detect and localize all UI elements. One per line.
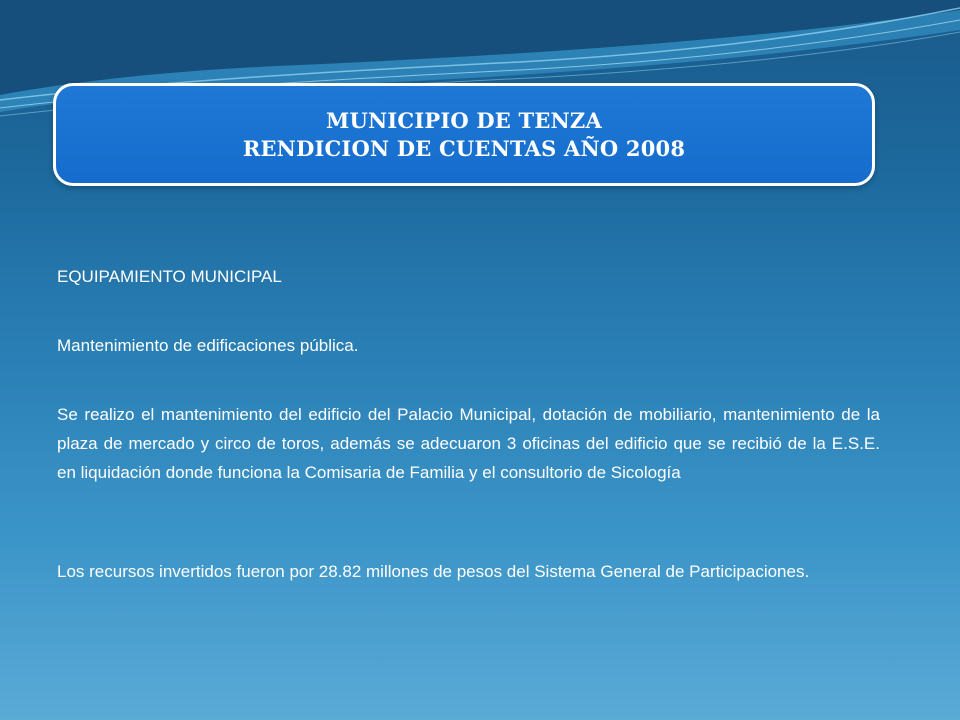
- paragraph-resources: Los recursos invertidos fueron por 28.82 millones de pesos del Sistema General de Participaciones.: [57, 562, 810, 581]
- section-subheading: Mantenimiento de edificaciones pública.: [57, 336, 359, 355]
- title-line-1: MUNICIPIO DE TENZA: [326, 107, 602, 133]
- title-line-2: RENDICION DE CUENTAS AÑO 2008: [242, 135, 686, 161]
- title-banner: [53, 83, 875, 186]
- section-heading: EQUIPAMIENTO MUNICIPAL: [57, 267, 282, 286]
- paragraph-maintenance: Se realizo el mantenimiento del edificio del Palacio Municipal, dotación de mobiliario, mantenimiento de la plaza de mercado y circo de toros, además se adecuaron 3 oficinas del edificio que se recibió de la E.S.E. en liquidación donde funciona la Comisaria de Familia y el consultorio de Sicología: [57, 405, 880, 482]
